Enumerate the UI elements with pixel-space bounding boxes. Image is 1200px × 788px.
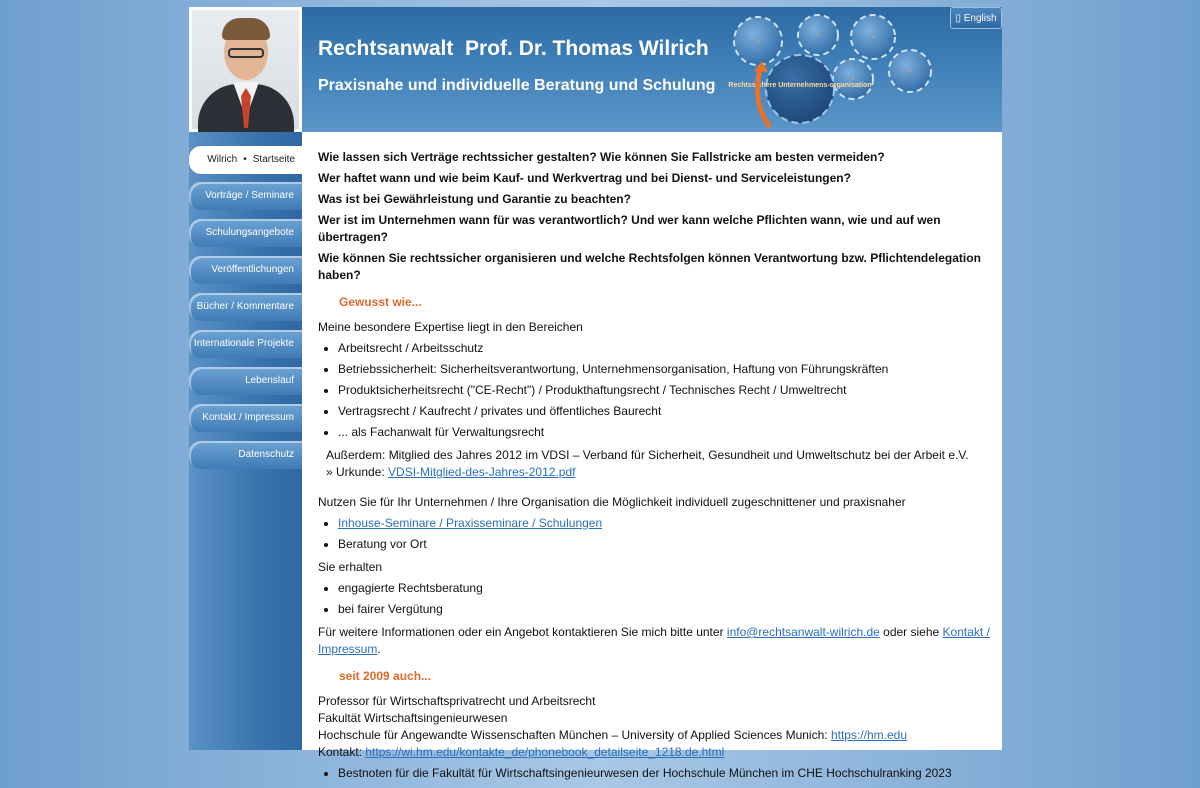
contact-prefix: Für weitere Informationen oder ein Angebot kontaktieren Sie mich bitte unter	[318, 625, 727, 639]
email-link[interactable]: info@rechtsanwalt-wilrich.de	[726, 625, 880, 639]
nav-active-separator: •	[243, 154, 247, 165]
nav-item-internationale-projekte[interactable]: Internationale Projekte	[189, 330, 302, 358]
section-heading-gewusst: Gewusst wie...	[339, 295, 422, 309]
kontakt-label: Kontakt:	[318, 745, 366, 759]
nav-item-schulungsangebote[interactable]: Schulungsangebote	[189, 219, 302, 247]
list-item: • bei fairer Vergütung	[338, 601, 993, 618]
hochschule-line	[318, 727, 993, 744]
portrait-photo	[189, 7, 302, 132]
list-item: • engagierte Rechtsberatung	[338, 580, 993, 597]
gear-main-label: Rechtssichere Unternehmens-organisation	[728, 82, 872, 89]
page-wrapper	[189, 7, 1002, 780]
site-subtitle: Praxisnahe und individuelle Beratung und Schulung	[318, 77, 716, 94]
question-4: Wer ist im Unternehmen wann für was verantwortlich? Und wer kann welche Pflichten wann, wie und auf wen übertragen?	[318, 213, 941, 244]
question-2: Wer haftet wann und wie beim Kauf- und Werkvertrag und bei Dienst- und Serviceleistungen?	[318, 171, 851, 185]
list-item: • ... als Fachanwalt für Verwaltungsrecht	[338, 424, 993, 441]
prof-line-2: Fakultät Wirtschaftsingenieurwesen	[318, 711, 508, 725]
nav-item-datenschutz[interactable]: Datenschutz	[189, 441, 302, 469]
hm-edu-link[interactable]: https://hm.edu	[830, 728, 907, 742]
contact-end: .	[377, 642, 381, 656]
nav-item-kontakt[interactable]: Kontakt / Impressum	[189, 404, 302, 432]
hochschule-text: Hochschule für Angewandte Wissenschaften München – University of Applied Sciences Munich:	[318, 728, 831, 742]
expertise-list	[318, 340, 993, 441]
prof-line-1: Professor für Wirtschaftsprivatrecht und Arbeitsrecht	[318, 694, 596, 708]
kontakt-impressum-link[interactable]: Kontakt / Impressum	[318, 625, 990, 656]
urkunde-pdf-link[interactable]: VDSI-Mitglied-des-Jahres-2012.pdf	[388, 465, 576, 479]
header-banner	[302, 7, 1002, 132]
main-content	[302, 132, 1002, 780]
question-5: Wie können Sie rechtssicher organisieren und welche Rechtsfolgen können Verantwortung bzw. Pflichtendelegation haben?	[318, 251, 981, 282]
english-language-button[interactable]: ▯ English	[950, 7, 1002, 29]
bestnoten-list	[318, 765, 993, 782]
kontakt-line	[318, 744, 993, 761]
nav-item-startseite[interactable]	[189, 146, 302, 174]
nav-item-buecher[interactable]: Bücher / Kommentare	[189, 293, 302, 321]
erhalten-text: Sie erhalten	[318, 560, 383, 574]
urkunde-prefix: » Urkunde:	[326, 465, 389, 479]
list-item	[338, 515, 993, 532]
list-item: • Arbeitsrecht / Arbeitsschutz	[338, 340, 993, 357]
gears-graphic	[730, 9, 935, 127]
list-item: • Bestnoten für die Fakultät für Wirtschaftsingenieurwesen der Hochschule München im CHE Hochschulranking 2023	[338, 765, 993, 782]
list-item: • Produktsicherheitsrecht ("CE-Recht") / Produkthaftungsrecht / Technisches Recht / Umweltrecht	[338, 382, 993, 399]
list-item: • Beratung vor Ort	[338, 536, 993, 553]
erhalten-list	[318, 580, 993, 618]
nav-active-name: Wilrich	[207, 154, 238, 165]
nutzen-text: Nutzen Sie für Ihr Unternehmen / Ihre Organisation die Möglichkeit individuell zugeschnittener und praxisnaher	[318, 495, 906, 509]
nav-active-page: Startseite	[252, 154, 295, 165]
inhouse-seminare-link[interactable]: Inhouse-Seminare / Praxisseminare / Schulungen	[338, 516, 603, 530]
contact-line	[318, 624, 993, 658]
nav-item-veroeffentlichungen[interactable]: Veröffentlichungen	[189, 256, 302, 284]
section-heading-seit-2009: seit 2009 auch...	[339, 669, 432, 683]
nutzen-list	[318, 515, 993, 553]
site-title: Rechtsanwalt Prof. Dr. Thomas Wilrich	[318, 37, 709, 60]
expertise-intro: Meine besondere Expertise liegt in den Bereichen	[318, 320, 583, 334]
question-1: Wie lassen sich Verträge rechtssicher gestalten? Wie können Sie Fallstricke am besten vermeiden?	[318, 150, 885, 164]
ausserdem-text: Außerdem: Mitglied des Jahres 2012 im VDSI – Verband für Sicherheit, Gesundheit und Umweltschutz bei der Arbeit e.V.	[326, 448, 969, 462]
question-3: Was ist bei Gewährleistung und Garantie zu beachten?	[318, 192, 631, 206]
nav-item-lebenslauf[interactable]: Lebenslauf	[189, 367, 302, 395]
nav-item-vortraege[interactable]: Vorträge / Seminare	[189, 182, 302, 210]
phonebook-link[interactable]: https://wi.hm.edu/kontakte_de/phonebook_detailseite_1218.de.html	[365, 745, 725, 759]
urkunde-line	[326, 464, 993, 481]
sidebar-nav	[189, 132, 302, 750]
list-item: • Vertragsrecht / Kaufrecht / privates und öffentliches Baurecht	[338, 403, 993, 420]
list-item: • Betriebssicherheit: Sicherheitsverantwortung, Unternehmensorganisation, Haftung von Führungskräften	[338, 361, 993, 378]
contact-mid: oder siehe	[879, 625, 943, 639]
